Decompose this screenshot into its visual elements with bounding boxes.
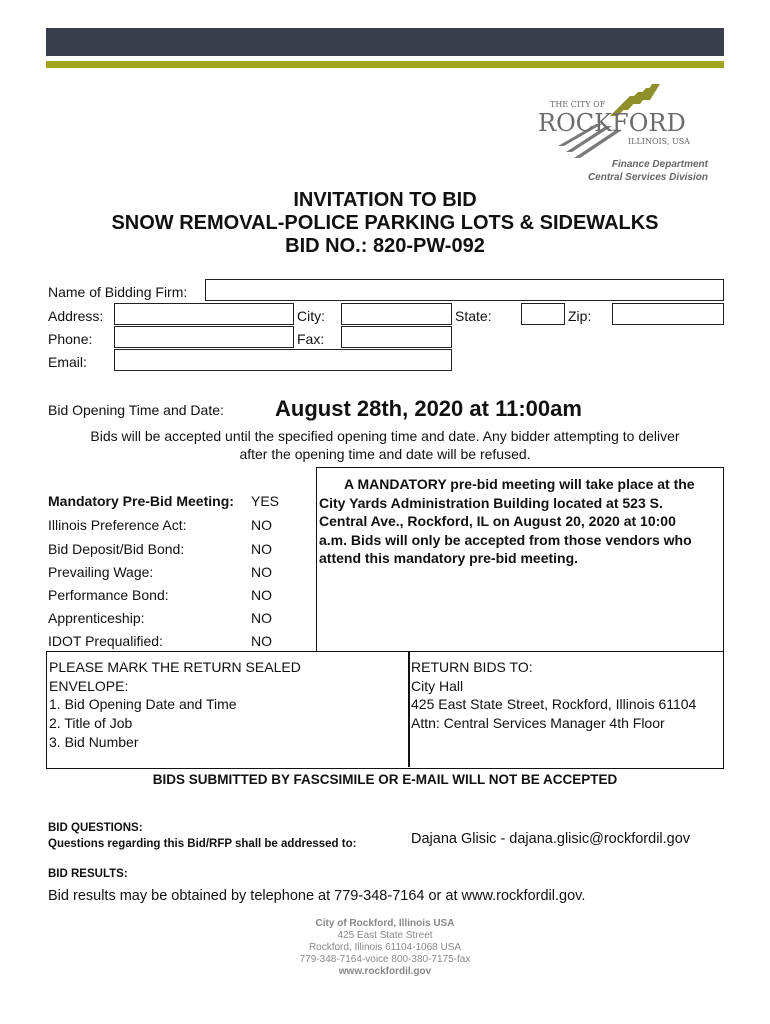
rockford-logo-icon (536, 82, 716, 162)
prebid-note-line-1: A MANDATORY pre-bid meeting will take place at the (344, 476, 695, 492)
dept-line-1: Finance Department (611, 159, 708, 170)
header-bar (46, 28, 724, 56)
questions-text: Questions regarding this Bid/RFP shall be addressed to: (48, 838, 357, 850)
envelope-line-3: 1. Bid Opening Date and Time (49, 696, 237, 713)
footer-website[interactable]: www.rockfordil.gov (338, 966, 432, 977)
questions-contact[interactable]: Dajana Glisic - dajana.glisic@rockfordil.gov (411, 831, 691, 847)
prebid-note-line-5: attend this mandatory pre-bid meeting. (319, 550, 579, 566)
return-line-4: Attn: Central Services Manager 4th Floor (411, 715, 665, 732)
state-field[interactable] (521, 303, 565, 325)
return-line-2: City Hall (411, 677, 464, 694)
dept-line-2: Central Services Division (587, 172, 708, 183)
state-label: State: (455, 308, 492, 324)
opening-date: August 28th, 2020 at 11:00am (275, 396, 582, 421)
firm-field[interactable] (205, 279, 724, 301)
box-divider (408, 652, 410, 767)
svg-text:THE CITY OF: THE CITY OF (550, 100, 606, 109)
req-label-3: Prevailing Wage: (48, 564, 154, 580)
city-logo (536, 82, 716, 162)
footer-line-2: 425 East State Street (337, 930, 433, 941)
phone-field[interactable] (114, 326, 294, 348)
firm-label: Name of Bidding Firm: (48, 284, 188, 300)
city-field[interactable] (341, 303, 452, 325)
req-label-1: Illinois Preference Act: (48, 517, 187, 533)
results-heading: BID RESULTS: (48, 868, 128, 880)
req-value-4: NO (251, 587, 272, 603)
return-line-1: RETURN BIDS TO: (411, 659, 533, 675)
req-label-4: Performance Bond: (48, 587, 169, 603)
prebid-note-line-4: a.m. Bids will only be accepted from those vendors who (319, 531, 692, 548)
req-value-2: NO (251, 541, 272, 557)
svg-text:ROCKFORD: ROCKFORD (538, 109, 686, 137)
opening-note-2: after the opening time and date will be refused. (239, 446, 531, 462)
envelope-line-4: 2. Title of Job (49, 715, 133, 732)
footer-line-3: Rockford, Illinois 61104-1068 USA (308, 942, 462, 953)
doc-title: INVITATION TO BID (293, 189, 477, 211)
questions-heading: BID QUESTIONS: (48, 822, 143, 834)
zip-label: Zip: (568, 308, 592, 324)
fax-label: Fax: (297, 331, 325, 347)
req-label-2: Bid Deposit/Bid Bond: (48, 541, 185, 557)
results-text: Bid results may be obtained by telephone at 779-348-7164 or at www.rockfordil.gov. (48, 888, 586, 904)
req-value-1: NO (251, 517, 272, 533)
city-label: City: (297, 308, 325, 324)
prebid-note-box (316, 467, 724, 652)
doc-subtitle: SNOW REMOVAL-POLICE PARKING LOTS & SIDEWALKS (111, 212, 659, 234)
fax-field[interactable] (341, 326, 452, 348)
opening-label: Bid Opening Time and Date: (48, 402, 224, 418)
req-value-3: NO (251, 564, 272, 580)
accent-bar (46, 61, 724, 68)
req-value-5: NO (251, 610, 272, 626)
bid-number: BID NO.: 820-PW-092 (285, 235, 485, 257)
footer-line-1: City of Rockford, Illinois USA (315, 918, 455, 929)
phone-label: Phone: (48, 331, 93, 347)
req-label-6: IDOT Prequalified: (48, 633, 163, 649)
envelope-line-2: ENVELOPE: (49, 677, 129, 694)
email-label: Email: (48, 354, 87, 370)
submission-notice: BIDS SUBMITTED BY FASCSIMILE OR E-MAIL WILL NOT BE ACCEPTED (152, 772, 618, 787)
req-value-0: YES (251, 493, 280, 509)
footer-line-4: 779-348-7164-voice 800-380-7175-fax (299, 954, 471, 965)
envelope-line-5: 3. Bid Number (49, 733, 139, 750)
req-label-0: Mandatory Pre-Bid Meeting: (48, 493, 234, 509)
prebid-note-line-3: Central Ave., Rockford, IL on August 20, 2020 at 10:00 (319, 513, 676, 529)
zip-field[interactable] (612, 303, 724, 325)
req-value-6: NO (251, 633, 272, 649)
svg-text:ILLINOIS, USA: ILLINOIS, USA (628, 137, 690, 146)
address-field[interactable] (114, 303, 294, 325)
return-line-3: 425 East State Street, Rockford, Illinois 61104 (411, 696, 697, 713)
address-label: Address: (48, 308, 104, 324)
prebid-note-line-2: City Yards Administration Building located at 523 S. (319, 494, 663, 511)
req-label-5: Apprenticeship: (48, 610, 145, 626)
opening-note-1: Bids will be accepted until the specified opening time and date. Any bidder attempting to deliver (90, 428, 680, 444)
return-instructions-box (46, 651, 724, 769)
email-field[interactable] (114, 349, 452, 371)
envelope-line-1: PLEASE MARK THE RETURN SEALED (49, 659, 301, 675)
